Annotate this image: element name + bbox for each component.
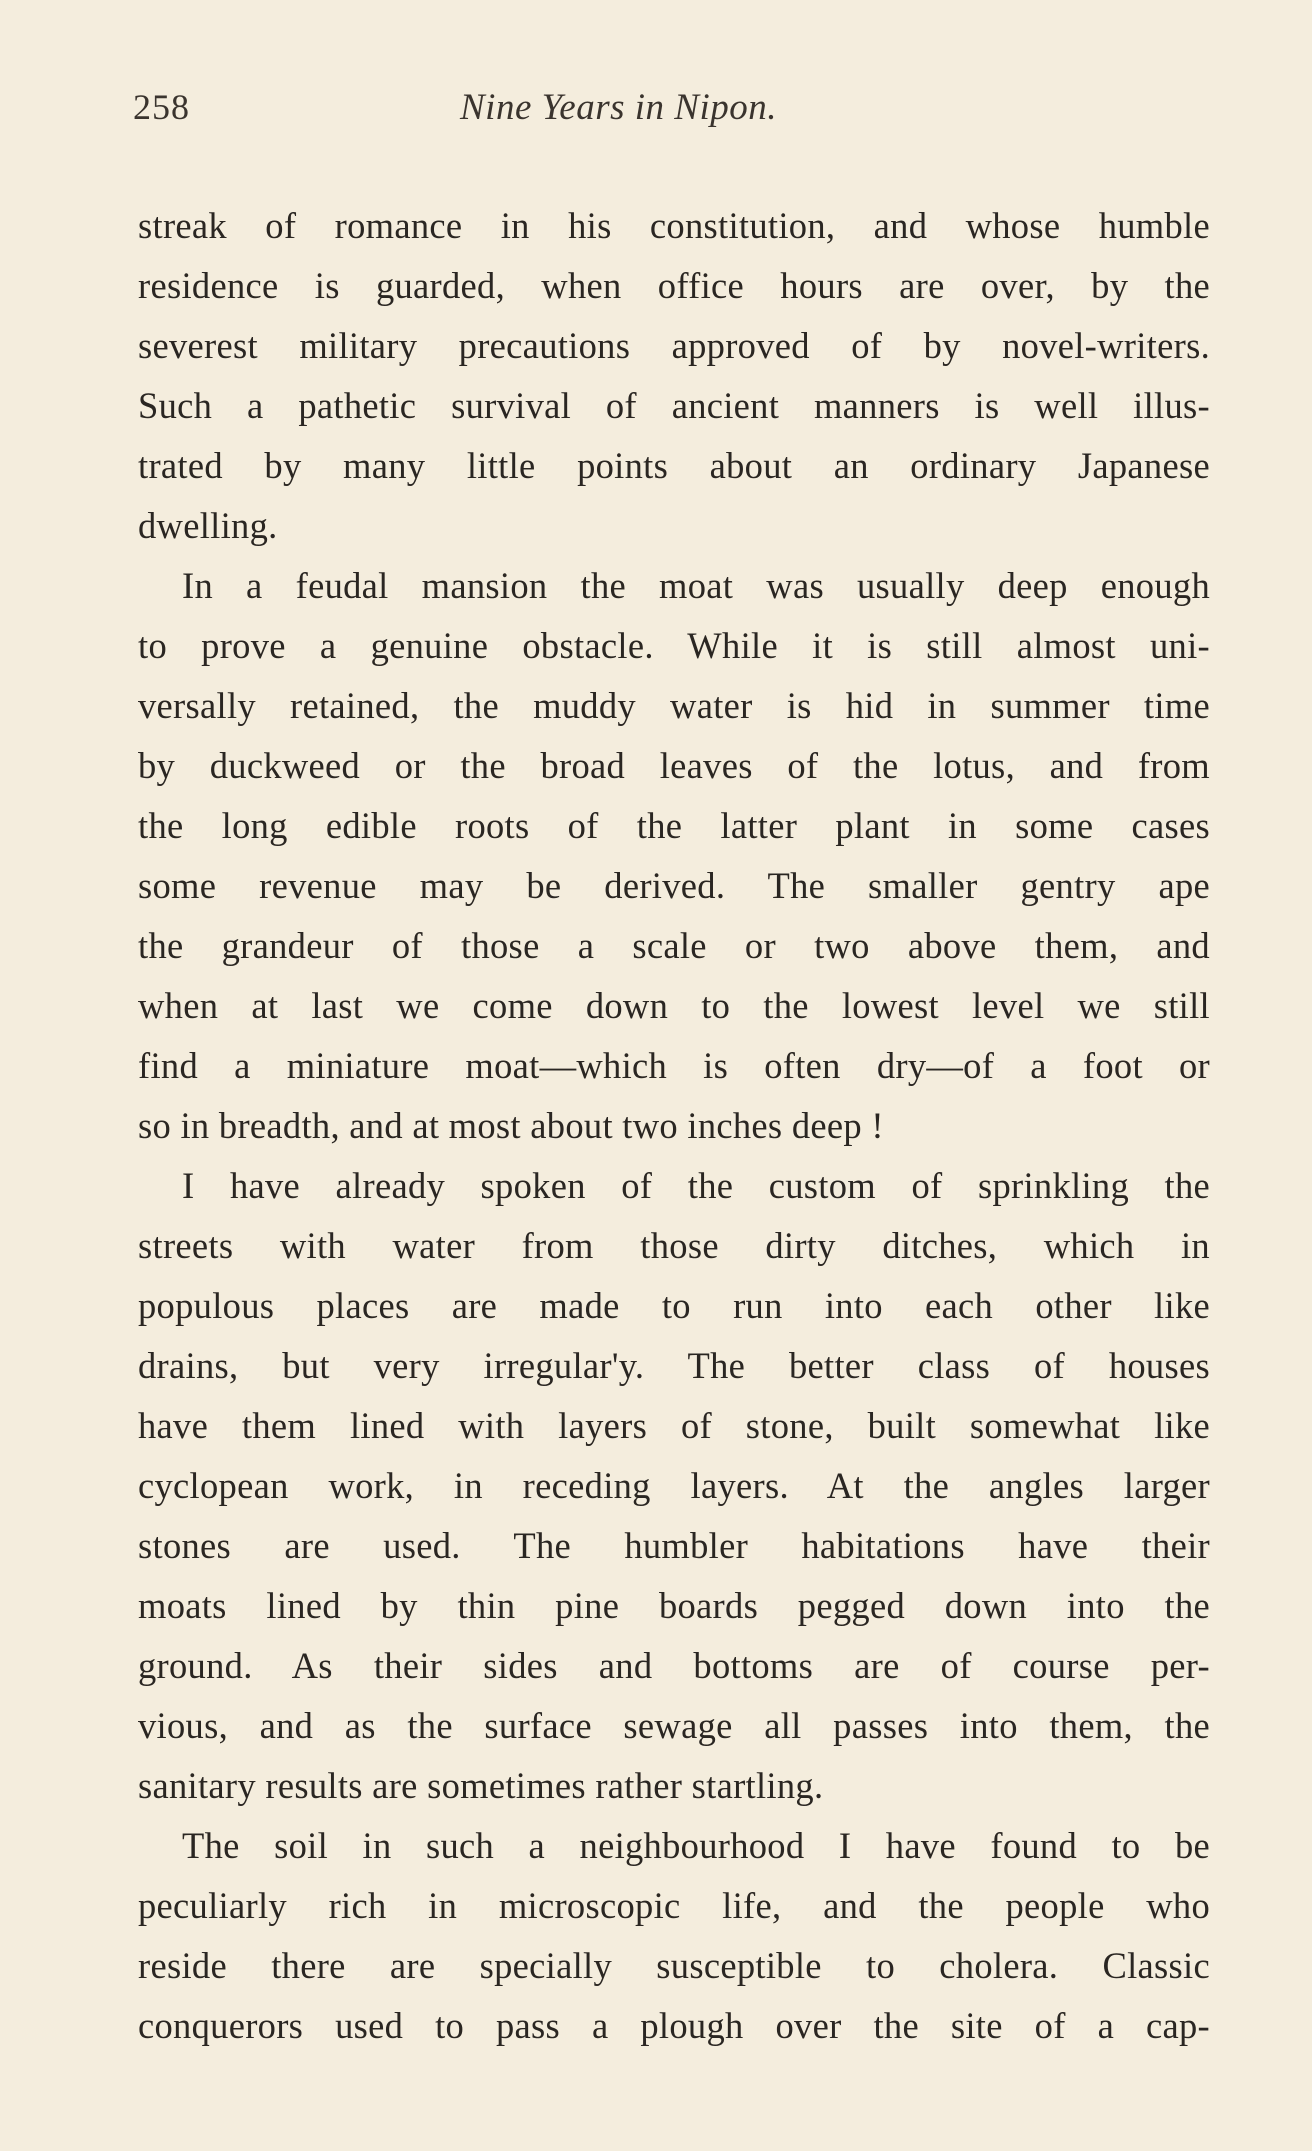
paragraph-start-line: In a feudal mansion the moat was usually deep enough: [182, 565, 1210, 606]
text-line: by duckweed or the broad leaves of the lotus, and from: [138, 745, 1210, 786]
text-line: trated by many little points about an ordinary Japanese: [138, 445, 1210, 486]
text-line: the grandeur of those a scale or two above them, and: [138, 925, 1210, 966]
text-line: dwelling.: [138, 505, 278, 546]
text-line: streets with water from those dirty ditches, which in: [138, 1225, 1210, 1266]
text-line: conquerors used to pass a plough over the site of a cap-: [138, 2005, 1210, 2046]
body-text: [138, 196, 1210, 2056]
text-line: have them lined with layers of stone, built somewhat like: [138, 1405, 1210, 1446]
page-number: 258: [133, 87, 190, 127]
text-line: when at last we come down to the lowest level we still: [138, 985, 1210, 1026]
paragraph-start-line: The soil in such a neighbourhood I have found to be: [182, 1825, 1210, 1866]
text-line: so in breadth, and at most about two inches deep !: [138, 1105, 884, 1146]
text-line: severest military precautions approved of by novel-writers.: [138, 325, 1210, 366]
text-line: cyclopean work, in receding layers. At the angles larger: [138, 1465, 1210, 1506]
text-line: moats lined by thin pine boards pegged down into the: [138, 1585, 1210, 1626]
text-line: peculiarly rich in microscopic life, and the people who: [138, 1885, 1210, 1926]
text-line: residence is guarded, when office hours are over, by the: [138, 265, 1210, 306]
text-line: ground. As their sides and bottoms are of course per-: [138, 1645, 1210, 1686]
text-line: stones are used. The humbler habitations have their: [138, 1525, 1210, 1566]
running-title: Nine Years in Nipon.: [460, 87, 778, 128]
text-line: Such a pathetic survival of ancient manners is well illus-: [138, 385, 1210, 426]
text-line: some revenue may be derived. The smaller gentry ape: [138, 865, 1210, 906]
text-line: the long edible roots of the latter plant in some cases: [138, 805, 1210, 846]
text-line: vious, and as the surface sewage all passes into them, the: [138, 1705, 1210, 1746]
text-line: to prove a genuine obstacle. While it is still almost uni-: [138, 625, 1210, 666]
text-line: drains, but very irregular'y. The better class of houses: [138, 1345, 1210, 1386]
text-line: reside there are specially susceptible to cholera. Classic: [138, 1945, 1210, 1986]
text-line: streak of romance in his constitution, and whose humble: [138, 205, 1210, 246]
paragraph-start-line: I have already spoken of the custom of sprinkling the: [182, 1165, 1210, 1206]
text-line: populous places are made to run into each other like: [138, 1285, 1210, 1326]
text-line: find a miniature moat—which is often dry—of a foot or: [138, 1045, 1210, 1086]
page-header: [0, 86, 1312, 136]
text-line: sanitary results are sometimes rather startling.: [138, 1765, 824, 1806]
text-line: versally retained, the muddy water is hid in summer time: [138, 685, 1210, 726]
